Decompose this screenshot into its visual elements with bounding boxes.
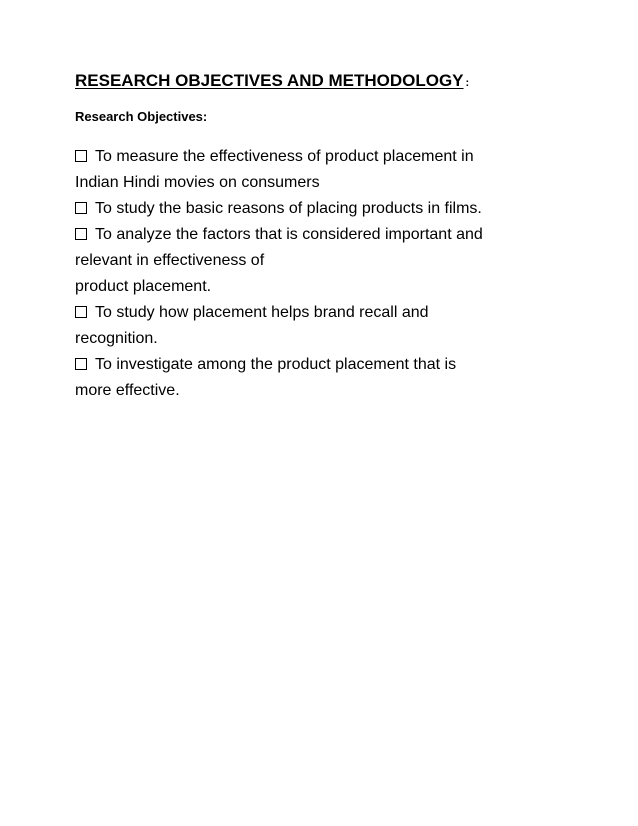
- research-objectives-subheading: Research Objectives:: [75, 109, 208, 124]
- objective-item-1: [75, 144, 575, 196]
- objective-line: more effective.: [75, 382, 180, 399]
- objective-item-4: [75, 300, 575, 352]
- objective-line: To measure the effectiveness of product placement in: [95, 148, 474, 165]
- objectives-list: [75, 144, 575, 404]
- checkbox-bullet-icon: [75, 150, 87, 162]
- checkbox-bullet-icon: [75, 306, 87, 318]
- objective-line: To analyze the factors that is considered important and: [95, 226, 483, 243]
- objective-line: product placement.: [75, 278, 212, 295]
- objective-line: recognition.: [75, 330, 158, 347]
- objective-item-3: [75, 222, 575, 300]
- objective-line: To investigate among the product placement that is: [95, 356, 457, 373]
- objective-item-2: [75, 196, 575, 222]
- document-page: [75, 70, 575, 404]
- section-heading-title: RESEARCH OBJECTIVES AND METHODOLOGY: [75, 71, 464, 90]
- objective-line: To study the basic reasons of placing products in films.: [95, 200, 482, 217]
- objective-line: Indian Hindi movies on consumers: [75, 174, 320, 191]
- section-heading: [75, 70, 575, 94]
- checkbox-bullet-icon: [75, 228, 87, 240]
- objective-item-5: [75, 352, 575, 404]
- checkbox-bullet-icon: [75, 202, 87, 214]
- objective-line: To study how placement helps brand recall and: [95, 304, 429, 321]
- checkbox-bullet-icon: [75, 358, 87, 370]
- objective-line: relevant in effectiveness of: [75, 252, 265, 269]
- section-heading-colon: :: [465, 77, 470, 89]
